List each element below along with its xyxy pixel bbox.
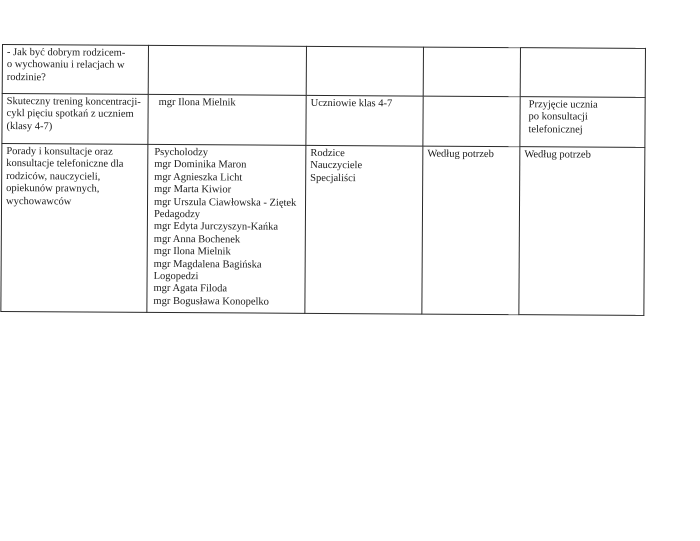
table-row [2, 45, 645, 98]
cell-text-line: rodziców, nauczycieli, [6, 170, 101, 183]
cell-text-line: konsultacje telefoniczne dla [6, 158, 124, 171]
cell-text-line: Uczniowie klas 4-7 [310, 97, 393, 110]
cell-text-line: Pedagodzy [153, 208, 201, 221]
cell-text-line: o wychowaniu i relacjach w [6, 59, 125, 72]
cell-text-line: mgr Agnieszka Licht [154, 171, 243, 184]
cell-text-line: mgr Marta Kiwior [154, 184, 232, 196]
cell-text-line: mgr Ilona Mielnik [153, 246, 231, 258]
notes-cell [520, 48, 645, 98]
cell-text-line: Przyjęcie ucznia [528, 99, 598, 111]
notes-cell [519, 147, 645, 316]
cell-text-line: Skuteczny trening koncentracji- [6, 96, 141, 108]
topic-cell [2, 45, 148, 95]
cell-text-line: mgr Anna Bochenek [153, 233, 241, 246]
schedule-cell [423, 96, 520, 147]
cell-text-line: mgr Magdalena Bagińska [153, 258, 262, 271]
cell-text-line: Logopedzi [153, 270, 199, 283]
cell-text-line: Psycholodzy [154, 146, 209, 159]
cell-text-line: mgr Edyta Jurczyszyn-Kańka [153, 221, 279, 234]
cell-text-line: mgr Urszula Ciawłowska - Ziętek [154, 196, 297, 209]
cell-text-line: mgr Agata Filoda [153, 283, 228, 295]
cell-text-line: opiekunów prawnych, [6, 183, 100, 195]
cell-text-line: Według potrzeb [524, 149, 591, 161]
cell-text-line: wychowawców [6, 195, 72, 208]
notes-cell [520, 97, 645, 148]
audience-cell [306, 46, 423, 96]
cell-text-line: po konsultacji [528, 111, 588, 123]
table-row [1, 144, 645, 316]
audience-cell [306, 95, 423, 146]
cell-text-line: Specjaliści [310, 172, 356, 184]
schedule-cell [423, 47, 520, 97]
audience-cell [305, 145, 423, 314]
topic-cell [1, 144, 148, 313]
cell-text-line: Według potrzeb [427, 148, 494, 161]
cell-text-line: mgr Ilona Mielnik [158, 96, 236, 109]
cell-text-line: rodzinie? [6, 71, 46, 84]
staff-cell [147, 144, 306, 313]
cell-text-line: cykl pięciu spotkań z uczniem [6, 108, 134, 121]
cell-text-line: Nauczyciele [310, 160, 363, 172]
cell-text-line: - Jak być dobrym rodzicem- [6, 47, 126, 59]
cell-text-line: Porady i konsultacje oraz [6, 146, 113, 158]
schedule-table [0, 44, 646, 316]
cell-text-line: (klasy 4-7) [6, 120, 53, 133]
cell-text-line: mgr Bogusława Konopelko [153, 295, 269, 308]
schedule-cell [422, 146, 520, 315]
table-row [2, 94, 645, 148]
staff-cell [148, 45, 306, 95]
cell-text-line: telefonicznej [528, 124, 583, 136]
topic-cell [2, 94, 148, 145]
cell-text-line: Rodzice [310, 147, 345, 160]
cell-text-line: mgr Dominika Maron [154, 159, 247, 171]
staff-cell [148, 94, 306, 145]
